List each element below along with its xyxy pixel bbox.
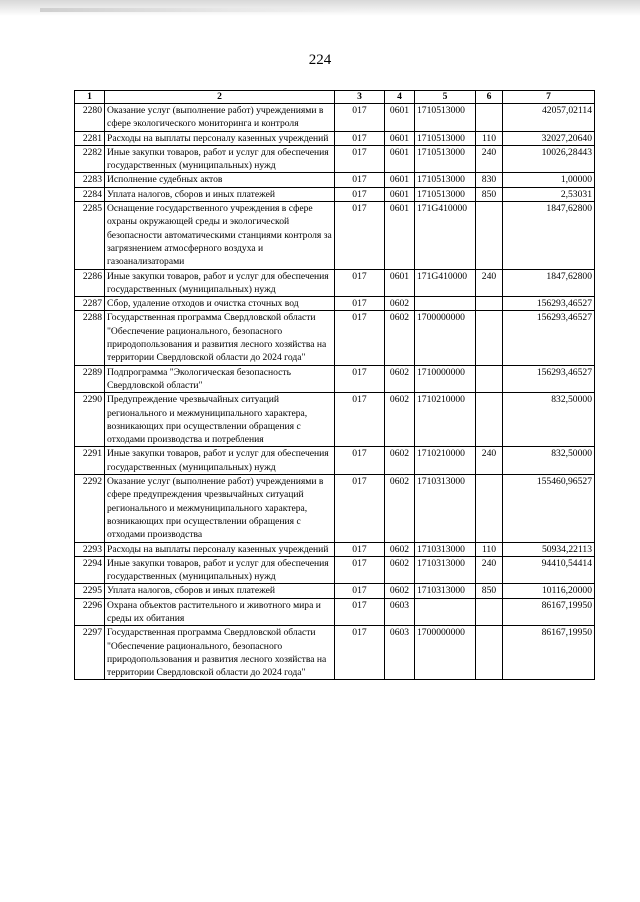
row-amount: 156293,46527 [503, 311, 595, 365]
row-col3: 017 [335, 556, 385, 584]
row-number: 2287 [75, 297, 105, 311]
row-number: 2284 [75, 187, 105, 201]
row-col4: 0602 [385, 311, 415, 365]
row-col4: 0601 [385, 173, 415, 187]
table-row [75, 297, 595, 311]
row-col3: 017 [335, 598, 385, 626]
table-row [75, 269, 595, 297]
row-col6: 110 [476, 131, 503, 145]
row-col5: 1710513000 [415, 104, 476, 132]
row-col3: 017 [335, 475, 385, 542]
row-col6 [476, 202, 503, 269]
row-name: Оснащение государственного учреждения в сфере охраны окружающей среды и экологической безопасности автоматическими станциями контроля за загрязнением атмосферного воздуха и газоанализаторами [105, 202, 335, 269]
row-col5 [415, 297, 476, 311]
row-col3: 017 [335, 297, 385, 311]
row-col5: 1700000000 [415, 311, 476, 365]
row-col4: 0603 [385, 598, 415, 626]
row-name: Сбор, удаление отходов и очистка сточных вод [105, 297, 335, 311]
row-col3: 017 [335, 542, 385, 556]
row-amount: 2,53031 [503, 187, 595, 201]
row-number: 2292 [75, 475, 105, 542]
row-col6: 240 [476, 145, 503, 173]
row-col4: 0601 [385, 269, 415, 297]
table-row [75, 173, 595, 187]
row-name: Уплата налогов, сборов и иных платежей [105, 584, 335, 598]
row-col3: 017 [335, 311, 385, 365]
row-amount: 1847,62800 [503, 269, 595, 297]
row-col5: 1710313000 [415, 556, 476, 584]
row-number: 2290 [75, 393, 105, 447]
row-col6 [476, 393, 503, 447]
row-col6 [476, 311, 503, 365]
row-amount: 832,50000 [503, 447, 595, 475]
header-col-4: 4 [385, 91, 415, 104]
row-number: 2282 [75, 145, 105, 173]
row-col5: 1710513000 [415, 173, 476, 187]
header-col-6: 6 [476, 91, 503, 104]
table-row [75, 365, 595, 393]
table-row [75, 131, 595, 145]
row-number: 2288 [75, 311, 105, 365]
row-col4: 0601 [385, 187, 415, 201]
row-amount: 42057,02114 [503, 104, 595, 132]
row-col3: 017 [335, 173, 385, 187]
table-row [75, 475, 595, 542]
row-name: Расходы на выплаты персоналу казенных учреждений [105, 542, 335, 556]
row-col3: 017 [335, 202, 385, 269]
row-col4: 0602 [385, 297, 415, 311]
row-amount: 10026,28443 [503, 145, 595, 173]
row-col3: 017 [335, 145, 385, 173]
table-row [75, 556, 595, 584]
budget-table [74, 90, 595, 680]
row-col4: 0602 [385, 365, 415, 393]
table-row [75, 393, 595, 447]
row-col4: 0602 [385, 393, 415, 447]
row-col4: 0602 [385, 475, 415, 542]
row-amount: 32027,20640 [503, 131, 595, 145]
table-row [75, 311, 595, 365]
row-col5: 1710513000 [415, 187, 476, 201]
row-col4: 0602 [385, 556, 415, 584]
row-number: 2295 [75, 584, 105, 598]
row-amount: 94410,54414 [503, 556, 595, 584]
row-col3: 017 [335, 584, 385, 598]
header-col-3: 3 [335, 91, 385, 104]
row-amount: 1847,62800 [503, 202, 595, 269]
row-col4: 0602 [385, 584, 415, 598]
row-col6 [476, 598, 503, 626]
row-col4: 0603 [385, 626, 415, 680]
table-row [75, 145, 595, 173]
row-number: 2285 [75, 202, 105, 269]
row-amount: 50934,22113 [503, 542, 595, 556]
row-col6: 240 [476, 556, 503, 584]
row-name: Иные закупки товаров, работ и услуг для обеспечения государственных (муниципальных) нужд [105, 556, 335, 584]
row-col4: 0601 [385, 131, 415, 145]
row-col3: 017 [335, 447, 385, 475]
row-amount: 10116,20000 [503, 584, 595, 598]
row-name: Оказание услуг (выполнение работ) учреждениями в сфере предупреждения чрезвычайных ситуаций регионального и межмуниципального характера, возникающих при осуществлении обращения с отходами производства [105, 475, 335, 542]
row-col4: 0601 [385, 104, 415, 132]
row-number: 2293 [75, 542, 105, 556]
row-col5: 1710313000 [415, 475, 476, 542]
row-col3: 017 [335, 365, 385, 393]
row-amount: 832,50000 [503, 393, 595, 447]
row-col6: 830 [476, 173, 503, 187]
header-col-1: 1 [75, 91, 105, 104]
row-name: Иные закупки товаров, работ и услуг для обеспечения государственных (муниципальных) нужд [105, 269, 335, 297]
row-number: 2289 [75, 365, 105, 393]
row-col5: 1710210000 [415, 447, 476, 475]
row-name: Уплата налогов, сборов и иных платежей [105, 187, 335, 201]
row-col6 [476, 626, 503, 680]
row-col6: 110 [476, 542, 503, 556]
row-col3: 017 [335, 187, 385, 201]
row-number: 2281 [75, 131, 105, 145]
row-col6 [476, 297, 503, 311]
row-number: 2294 [75, 556, 105, 584]
row-number: 2296 [75, 598, 105, 626]
row-col5: 1700000000 [415, 626, 476, 680]
table-row [75, 104, 595, 132]
row-name: Иные закупки товаров, работ и услуг для обеспечения государственных (муниципальных) нужд [105, 145, 335, 173]
row-amount: 156293,46527 [503, 297, 595, 311]
row-col4: 0602 [385, 542, 415, 556]
row-name: Исполнение судебных актов [105, 173, 335, 187]
table-row [75, 542, 595, 556]
row-col3: 017 [335, 626, 385, 680]
header-col-7: 7 [503, 91, 595, 104]
row-col4: 0602 [385, 447, 415, 475]
table-row [75, 598, 595, 626]
row-col5: 171G410000 [415, 202, 476, 269]
row-number: 2291 [75, 447, 105, 475]
row-amount: 86167,19950 [503, 626, 595, 680]
row-col5: 1710313000 [415, 584, 476, 598]
row-amount: 1,00000 [503, 173, 595, 187]
row-col6: 850 [476, 187, 503, 201]
row-number: 2280 [75, 104, 105, 132]
row-name: Подпрограмма "Экологическая безопасность Свердловской области" [105, 365, 335, 393]
row-col3: 017 [335, 393, 385, 447]
row-name: Расходы на выплаты персоналу казенных учреждений [105, 131, 335, 145]
row-col6: 240 [476, 269, 503, 297]
row-amount: 156293,46527 [503, 365, 595, 393]
row-name: Охрана объектов растительного и животного мира и среды их обитания [105, 598, 335, 626]
row-col5: 171G410000 [415, 269, 476, 297]
row-col3: 017 [335, 269, 385, 297]
row-name: Оказание услуг (выполнение работ) учреждениями в сфере экологического мониторинга и контроля [105, 104, 335, 132]
row-col6: 850 [476, 584, 503, 598]
header-col-2: 2 [105, 91, 335, 104]
row-col6: 240 [476, 447, 503, 475]
row-col5 [415, 598, 476, 626]
row-name: Государственная программа Свердловской области "Обеспечение рационального, безопасного природопользования и развития лесного хозяйства на территории Свердловской области до 2024 года" [105, 311, 335, 365]
row-col5: 1710513000 [415, 131, 476, 145]
row-name: Иные закупки товаров, работ и услуг для обеспечения государственных (муниципальных) нужд [105, 447, 335, 475]
row-amount: 86167,19950 [503, 598, 595, 626]
row-name: Государственная программа Свердловской области "Обеспечение рационального, безопасного природопользования и развития лесного хозяйства на территории Свердловской области до 2024 года" [105, 626, 335, 680]
row-col5: 1710210000 [415, 393, 476, 447]
row-col6 [476, 365, 503, 393]
row-col3: 017 [335, 131, 385, 145]
row-col5: 1710513000 [415, 145, 476, 173]
table-row [75, 447, 595, 475]
header-col-5: 5 [415, 91, 476, 104]
row-col3: 017 [335, 104, 385, 132]
row-number: 2286 [75, 269, 105, 297]
row-col6 [476, 475, 503, 542]
row-number: 2283 [75, 173, 105, 187]
scan-edge-shadow [0, 0, 640, 16]
table-row [75, 626, 595, 680]
row-col4: 0601 [385, 145, 415, 173]
row-col5: 1710313000 [415, 542, 476, 556]
row-col5: 1710000000 [415, 365, 476, 393]
row-col4: 0601 [385, 202, 415, 269]
table-row [75, 584, 595, 598]
row-amount: 155460,96527 [503, 475, 595, 542]
row-name: Предупреждение чрезвычайных ситуаций регионального и межмуниципального характера, возникающих при осуществлении обращения с отходами производства и потребления [105, 393, 335, 447]
table-header-row [75, 91, 595, 104]
row-number: 2297 [75, 626, 105, 680]
table-row [75, 202, 595, 269]
row-col6 [476, 104, 503, 132]
page-number: 224 [308, 52, 332, 68]
table-row [75, 187, 595, 201]
